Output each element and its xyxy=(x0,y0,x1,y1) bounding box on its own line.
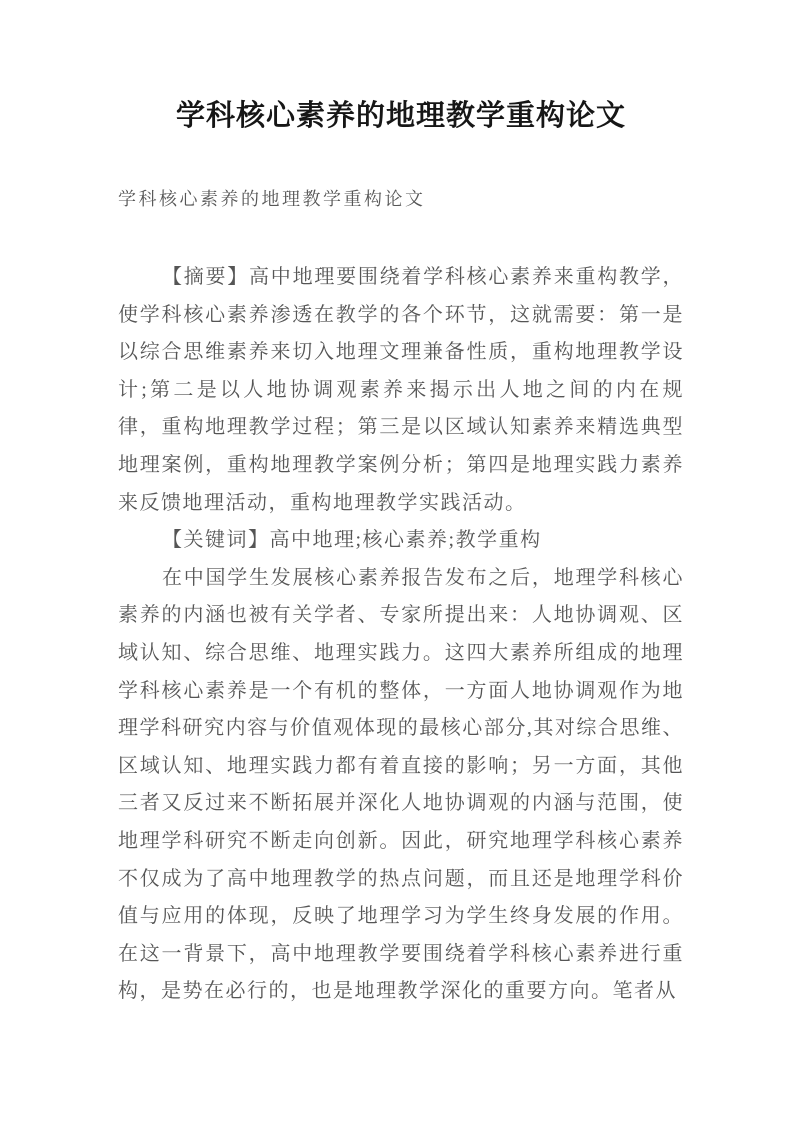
keywords-line: 【关键词】高中地理;核心素养;教学重构 xyxy=(162,529,542,552)
abstract-paragraph: 【摘要】高中地理要围绕着学科核心素养来重构教学，使学科核心素养渗透在教学的各个环节，这就需要：第一是以综合思维素养来切入地理文理兼备性质，重构地理教学设计;第二是以人地协调观素养来揭示出人地之间的内在规律，重构地理教学过程；第三是以区域认知素养来精选典型地理案例，重构地理教学案例分析；第四是地理实践力素养来反馈地理活动，重构地理教学实践活动。 xyxy=(118,266,684,514)
body-paragraph: 在中国学生发展核心素养报告发布之后，地理学科核心素养的内涵也被有关学者、专家所提出来：人地协调观、区域认知、综合思维、地理实践力。这四大素养所组成的地理学科核心素养是一个有机的整体，一方面人地协调观作为地理学科研究内容与价值观体现的最核心部分,其对综合思维、区域认知、地理实践力都有着直接的影响；另一方面，其他三者又反过来不断拓展并深化人地协调观的内涵与范围，使地理学科研究不断走向创新。因此，研究地理学科核心素养不仅成为了高中地理教学的热点问题，而且还是地理学科价值与应用的体现，反映了地理学习为学生终身发展的作用。在这一背景下，高中地理教学要围绕着学科核心素养进行重构，是势在必行的，也是地理教学深化的重要方向。笔者从 xyxy=(118,566,684,1003)
document-title: 学科核心素养的地理教学重构论文 xyxy=(175,100,626,132)
document-subtitle: 学科核心素养的地理教学重构论文 xyxy=(118,189,426,209)
